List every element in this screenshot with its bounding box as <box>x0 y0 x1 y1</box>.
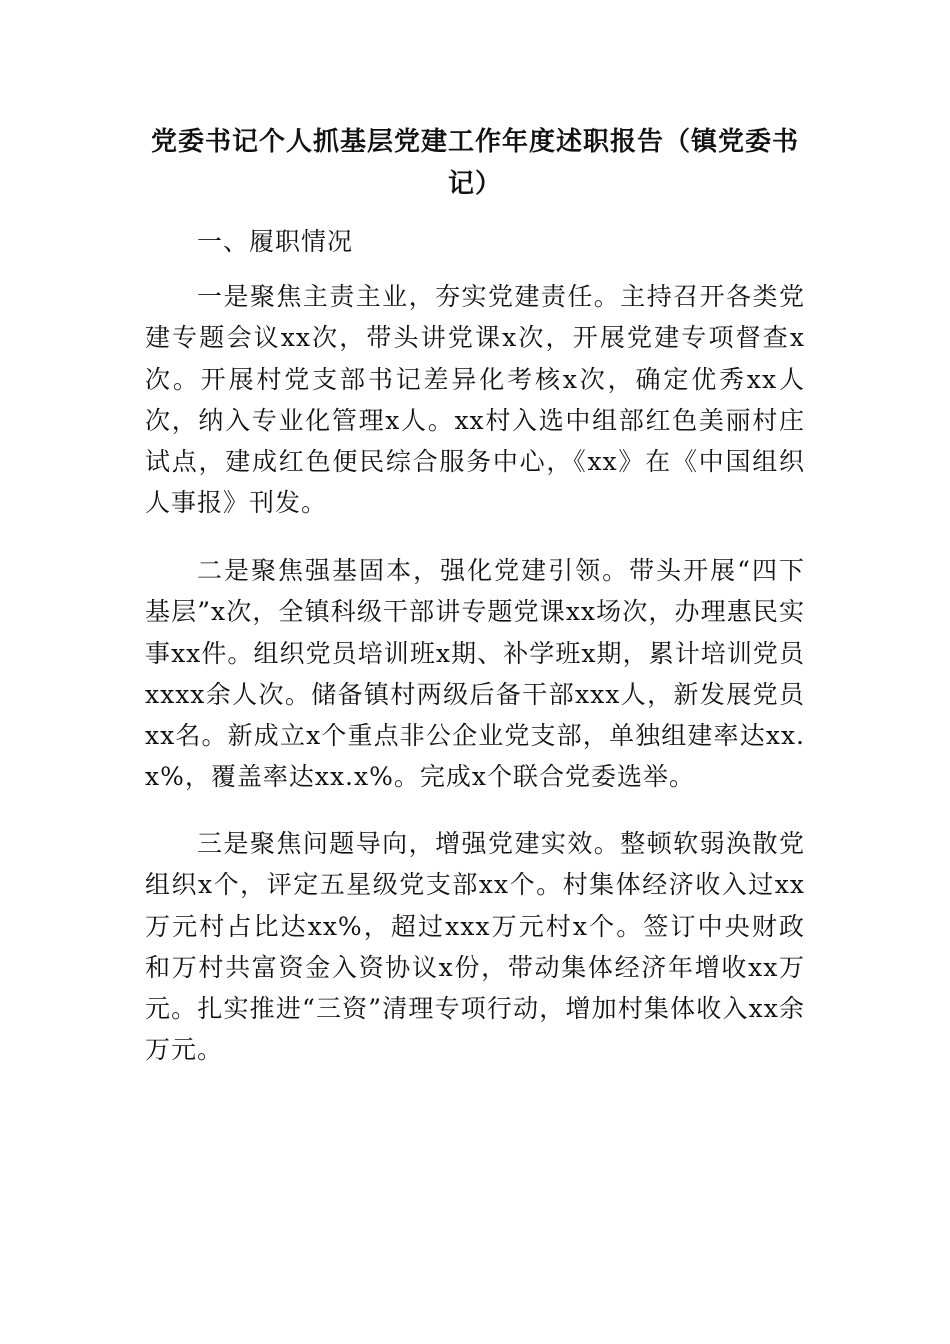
section-heading: 一、履职情况 <box>197 227 354 256</box>
document-title: 党委书记个人抓基层党建工作年度述职报告（镇党委书记） <box>150 127 799 199</box>
paragraph-problem-oriented: 三是聚焦问题导向，增强党建实效。整顿软弱涣散党组织x个，评定五星级党支部xx个。村集体经济收入过xx万元村占比达xx%，超过xxx万元村x个。签订中央财政和万村共富资金入资协议x份，带动集体经济年增收xx万元。扎实推进“三资”清理专项行动，增加村集体收入xx余万元。 <box>145 829 805 1065</box>
paragraph-responsibility: 一是聚焦主责主业，夯实党建责任。主持召开各类党建专题会议xx次，带头讲党课x次，开展党建专项督查x次。开展村党支部书记差异化考核x次，确定优秀xx人次，纳入专业化管理x人。xx村入选中组部红色美丽村庄试点，建成红色便民综合服务中心，《xx》在《中国组织人事报》刊发。 <box>145 282 805 518</box>
paragraph-foundation: 二是聚焦强基固本，强化党建引领。带头开展“四下基层”x次，全镇科级干部讲专题党课xx场次，办理惠民实事xx件。组织党员培训班x期、补学班x期，累计培训党员xxxx余人次。储备镇村两级后备干部xxx人，新发展党员xx名。新成立x个重点非公企业党支部，单独组建率达xx.x%，覆盖率达xx.x%。完成x个联合党委选举。 <box>145 556 805 792</box>
